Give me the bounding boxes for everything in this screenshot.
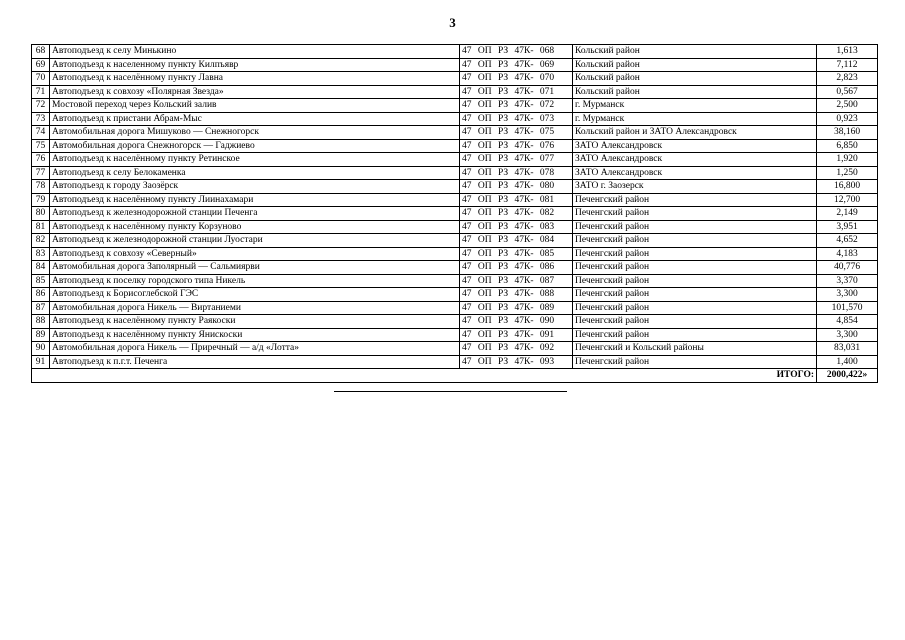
road-length: 0,567: [817, 85, 878, 99]
road-length: 3,951: [817, 220, 878, 234]
road-name: Автоподъезд к населённому пункту Лиинахамари: [50, 193, 460, 207]
road-length: 3,370: [817, 274, 878, 288]
road-code: 47 ОП РЗ 47К- 088: [460, 288, 573, 302]
roads-table-body: [32, 45, 878, 383]
road-code: 47 ОП РЗ 47К- 078: [460, 166, 573, 180]
road-length: 3,300: [817, 288, 878, 302]
road-length: 2,500: [817, 99, 878, 113]
road-code: 47 ОП РЗ 47К- 092: [460, 342, 573, 356]
row-number: 75: [32, 139, 50, 153]
row-number: 77: [32, 166, 50, 180]
table-row: [32, 126, 878, 140]
road-code: 47 ОП РЗ 47К- 093: [460, 355, 573, 369]
total-row: [32, 369, 878, 383]
table-row: [32, 301, 878, 315]
road-code: 47 ОП РЗ 47К- 081: [460, 193, 573, 207]
table-row: [32, 193, 878, 207]
road-code: 47 ОП РЗ 47К- 089: [460, 301, 573, 315]
district: Печенгский район: [573, 328, 817, 342]
table-row: [32, 355, 878, 369]
table-row: [32, 180, 878, 194]
road-name: Автомобильная дорога Мишуково — Снежногорск: [50, 126, 460, 140]
district: Печенгский район: [573, 207, 817, 221]
road-code: 47 ОП РЗ 47К- 082: [460, 207, 573, 221]
district: Печенгский район: [573, 220, 817, 234]
road-name: Автоподъезд к совхозу «Северный»: [50, 247, 460, 261]
district: Кольский район и ЗАТО Александровск: [573, 126, 817, 140]
district: Печенгский район: [573, 315, 817, 329]
table-row: [32, 99, 878, 113]
road-name: Автомобильная дорога Никель — Приречный — а/д «Лотта»: [50, 342, 460, 356]
road-length: 12,700: [817, 193, 878, 207]
row-number: 85: [32, 274, 50, 288]
road-name: Автоподъезд к населённому пункту Ретинское: [50, 153, 460, 167]
row-number: 73: [32, 112, 50, 126]
table-row: [32, 342, 878, 356]
district: ЗАТО Александровск: [573, 153, 817, 167]
road-length: 1,400: [817, 355, 878, 369]
road-length: 2,149: [817, 207, 878, 221]
district: Печенгский район: [573, 288, 817, 302]
row-number: 74: [32, 126, 50, 140]
row-number: 90: [32, 342, 50, 356]
row-number: 72: [32, 99, 50, 113]
district: Печенгский район: [573, 234, 817, 248]
row-number: 76: [32, 153, 50, 167]
road-length: 38,160: [817, 126, 878, 140]
row-number: 70: [32, 72, 50, 86]
bottom-divider-line: [334, 391, 567, 392]
road-length: 101,570: [817, 301, 878, 315]
road-length: 6,850: [817, 139, 878, 153]
row-number: 91: [32, 355, 50, 369]
table-row: [32, 112, 878, 126]
table-row: [32, 153, 878, 167]
total-value: 2000,422»: [817, 369, 878, 383]
road-code: 47 ОП РЗ 47К- 070: [460, 72, 573, 86]
road-code: 47 ОП РЗ 47К- 077: [460, 153, 573, 167]
district: ЗАТО Александровск: [573, 139, 817, 153]
road-length: 4,183: [817, 247, 878, 261]
road-code: 47 ОП РЗ 47К- 073: [460, 112, 573, 126]
road-name: Автомобильная дорога Снежногорск — Гаджиево: [50, 139, 460, 153]
road-name: Автоподъезд к городу Заозёрск: [50, 180, 460, 194]
table-row: [32, 261, 878, 275]
row-number: 81: [32, 220, 50, 234]
road-name: Автоподъезд к поселку городского типа Никель: [50, 274, 460, 288]
road-code: 47 ОП РЗ 47К- 090: [460, 315, 573, 329]
page-number: 3: [449, 15, 456, 30]
row-number: 83: [32, 247, 50, 261]
district: Кольский район: [573, 58, 817, 72]
district: Печенгский и Кольский районы: [573, 342, 817, 356]
row-number: 71: [32, 85, 50, 99]
road-length: 16,800: [817, 180, 878, 194]
road-length: 83,031: [817, 342, 878, 356]
row-number: 68: [32, 45, 50, 59]
table-row: [32, 45, 878, 59]
district: г. Мурманск: [573, 99, 817, 113]
road-code: 47 ОП РЗ 47К- 075: [460, 126, 573, 140]
road-name: Автомобильная дорога Заполярный — Сальмиярви: [50, 261, 460, 275]
road-code: 47 ОП РЗ 47К- 087: [460, 274, 573, 288]
road-code: 47 ОП РЗ 47К- 086: [460, 261, 573, 275]
district: ЗАТО Александровск: [573, 166, 817, 180]
row-number: 84: [32, 261, 50, 275]
road-length: 3,300: [817, 328, 878, 342]
row-number: 89: [32, 328, 50, 342]
row-number: 78: [32, 180, 50, 194]
road-length: 1,920: [817, 153, 878, 167]
row-number: 79: [32, 193, 50, 207]
road-length: 1,250: [817, 166, 878, 180]
road-name: Автоподъезд к населённому пункту Янискоски: [50, 328, 460, 342]
road-code: 47 ОП РЗ 47К- 080: [460, 180, 573, 194]
road-length: 40,776: [817, 261, 878, 275]
table-row: [32, 85, 878, 99]
road-code: 47 ОП РЗ 47К- 084: [460, 234, 573, 248]
district: Печенгский район: [573, 274, 817, 288]
road-name: Автоподъезд к населенному пункту Килпъявр: [50, 58, 460, 72]
table-row: [32, 247, 878, 261]
road-name: Автоподъезд к селу Минькино: [50, 45, 460, 59]
road-code: 47 ОП РЗ 47К- 068: [460, 45, 573, 59]
table-row: [32, 166, 878, 180]
road-name: Мостовой переход через Кольский залив: [50, 99, 460, 113]
table-row: [32, 328, 878, 342]
road-code: 47 ОП РЗ 47К- 072: [460, 99, 573, 113]
row-number: 86: [32, 288, 50, 302]
row-number: 69: [32, 58, 50, 72]
roads-table: [31, 44, 878, 383]
road-code: 47 ОП РЗ 47К- 076: [460, 139, 573, 153]
total-label: ИТОГО:: [32, 369, 817, 383]
district: г. Мурманск: [573, 112, 817, 126]
district: Печенгский район: [573, 193, 817, 207]
district: Кольский район: [573, 85, 817, 99]
road-length: 4,652: [817, 234, 878, 248]
table-row: [32, 288, 878, 302]
road-name: Автоподъезд к железнодорожной станции Печенга: [50, 207, 460, 221]
road-name: Автоподъезд к п.г.т. Печенга: [50, 355, 460, 369]
district: Печенгский район: [573, 301, 817, 315]
row-number: 87: [32, 301, 50, 315]
table-row: [32, 207, 878, 221]
district: Печенгский район: [573, 247, 817, 261]
road-name: Автоподъезд к населённому пункту Лавна: [50, 72, 460, 86]
district: Кольский район: [573, 72, 817, 86]
road-length: 2,823: [817, 72, 878, 86]
road-code: 47 ОП РЗ 47К- 091: [460, 328, 573, 342]
road-code: 47 ОП РЗ 47К- 083: [460, 220, 573, 234]
road-name: Автоподъезд к пристани Абрам-Мыс: [50, 112, 460, 126]
road-name: Автоподъезд к совхозу «Полярная Звезда»: [50, 85, 460, 99]
road-length: 4,854: [817, 315, 878, 329]
district: Кольский район: [573, 45, 817, 59]
row-number: 82: [32, 234, 50, 248]
road-name: Автоподъезд к населённому пункту Корзуново: [50, 220, 460, 234]
road-code: 47 ОП РЗ 47К- 085: [460, 247, 573, 261]
district: ЗАТО г. Заозерск: [573, 180, 817, 194]
road-name: Автоподъезд к селу Белокаменка: [50, 166, 460, 180]
road-code: 47 ОП РЗ 47К- 069: [460, 58, 573, 72]
row-number: 80: [32, 207, 50, 221]
district: Печенгский район: [573, 261, 817, 275]
road-code: 47 ОП РЗ 47К- 071: [460, 85, 573, 99]
road-length: 7,112: [817, 58, 878, 72]
road-length: 0,923: [817, 112, 878, 126]
table-row: [32, 315, 878, 329]
district: Печенгский район: [573, 355, 817, 369]
road-name: Автоподъезд к населённому пункту Раякоски: [50, 315, 460, 329]
table-row: [32, 58, 878, 72]
road-name: Автоподъезд к Борисоглебской ГЭС: [50, 288, 460, 302]
table-row: [32, 274, 878, 288]
row-number: 88: [32, 315, 50, 329]
table-row: [32, 234, 878, 248]
table-row: [32, 139, 878, 153]
table-row: [32, 72, 878, 86]
table-row: [32, 220, 878, 234]
road-name: Автоподъезд к железнодорожной станции Луостари: [50, 234, 460, 248]
road-length: 1,613: [817, 45, 878, 59]
road-name: Автомобильная дорога Никель — Виртаниеми: [50, 301, 460, 315]
